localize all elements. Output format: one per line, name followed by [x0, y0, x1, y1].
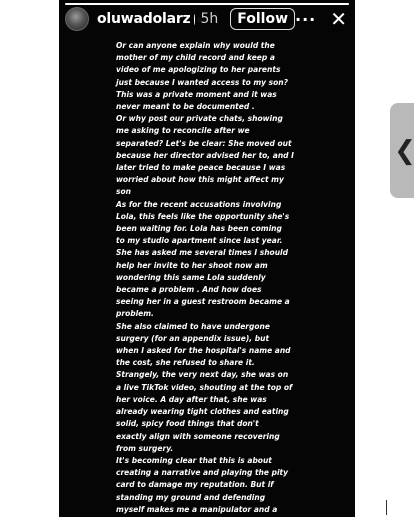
post-line: a live TikTok video, shouting at the top of	[116, 382, 293, 392]
post-line: narcissist in some people's eyes, so be it.	[116, 516, 293, 526]
post-line: her voice. A day after that, she was	[116, 394, 267, 404]
post-line: Or can anyone explain why would the	[116, 41, 275, 50]
post-line: later tried to make peace because I was	[116, 163, 286, 173]
post-line: As for the recent accusations involving	[116, 199, 282, 209]
text-cursor	[386, 500, 387, 515]
post-line: She also claimed to have undergone	[116, 321, 270, 331]
post-line: myself makes me a manipulator and a	[116, 504, 278, 514]
verified-icon	[194, 14, 195, 25]
story-progress-bar	[65, 3, 349, 5]
post-line: surgery (for an appendix issue), but	[116, 333, 270, 343]
post-line: She has asked me several times I should	[116, 248, 288, 258]
post-line: the cost, she refused to share it.	[116, 358, 255, 368]
post-line: when I asked for the hospital's name and	[116, 346, 291, 356]
post-line: problem.	[116, 309, 154, 319]
post-line: worried about how this might affect my	[116, 175, 284, 185]
post-line: Strangely, the very next day, she was on	[116, 370, 289, 380]
post-line: solid, spicy food things that don't	[116, 419, 259, 429]
post-line: from surgery.	[116, 443, 174, 453]
post-line: card to damage my reputation. But if	[116, 480, 274, 490]
post-line: seeing her in a guest restroom became a	[116, 297, 290, 307]
post-line: exactly align with someone recovering	[116, 431, 280, 441]
post-line: video of me apologizing to her parents	[116, 65, 281, 75]
story-header	[65, 6, 349, 32]
post-line: wondering this same Lola suddenly	[116, 272, 266, 282]
post-line: Lola, this feels like the opportunity she's	[116, 211, 290, 221]
post-line: Or why post our private chats, showing	[116, 114, 283, 124]
post-line: me asking to reconcile after we	[116, 126, 250, 136]
post-line: never meant to be documented .	[116, 102, 255, 112]
post-line: son	[116, 187, 131, 197]
post-line: standing my ground and defending	[116, 492, 266, 502]
chevron-left-icon: ❮	[394, 135, 416, 166]
story-viewer[interactable]	[59, 0, 355, 526]
post-line: been waiting for. Lola has been coming	[116, 224, 282, 234]
avatar[interactable]	[65, 7, 89, 31]
previous-story-button[interactable]	[390, 103, 414, 198]
post-line: because her director advised her to, and I	[116, 150, 294, 160]
more-options-icon[interactable]: ···	[295, 9, 317, 29]
post-line: It's becoming clear that this is about	[116, 455, 272, 465]
close-icon[interactable]: ✕	[330, 7, 347, 31]
post-text	[116, 40, 306, 528]
post-line: just because I wanted access to my son?	[116, 77, 288, 87]
story-progress-fill	[65, 3, 349, 5]
post-line: already wearing tight clothes and eating	[116, 407, 289, 417]
username[interactable]: oluwadolarz	[97, 11, 191, 27]
post-line: to my studio apartment since last year.	[116, 236, 283, 246]
post-time: 5h	[200, 11, 219, 27]
post-line: help her invite to her shoot now am	[116, 260, 268, 270]
post-line: creating a narrative and playing the pity	[116, 468, 289, 478]
follow-button[interactable]: Follow	[230, 8, 295, 30]
post-line: became a problem . And how does	[116, 285, 262, 295]
post-line: This was a private moment and it was	[116, 89, 277, 99]
post-line: mother of my child record and keep a	[116, 53, 275, 63]
post-line: separated? Let's be clear: She moved out	[116, 138, 292, 148]
